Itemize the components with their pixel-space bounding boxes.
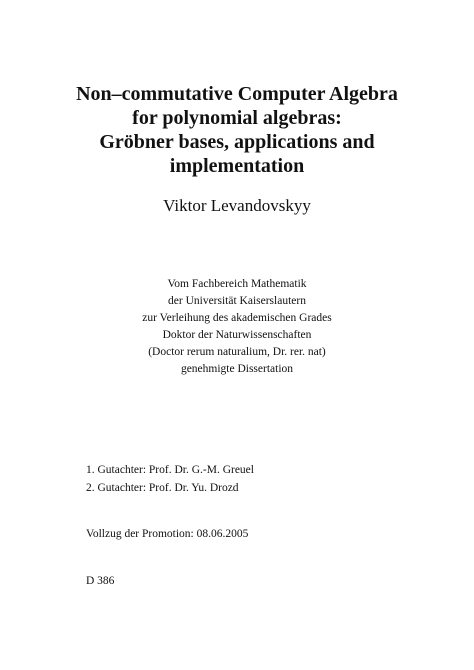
- dissertation-line: Doktor der Naturwissenschaften: [162, 329, 312, 341]
- title-line: implementation: [169, 155, 305, 177]
- referee-line: 2. Gutachter: Prof. Dr. Yu. Drozd: [86, 482, 239, 494]
- dissertation-line: (Doctor rerum naturalium, Dr. rer. nat): [148, 346, 326, 358]
- title-line: for polynomial algebras:: [132, 107, 342, 129]
- title-line: Non–commutative Computer Algebra: [76, 83, 398, 105]
- dissertation-line: Vom Fachbereich Mathematik: [167, 278, 307, 290]
- referees-block: [86, 461, 254, 497]
- title-line: Gröbner bases, applications and: [99, 131, 375, 153]
- promotion-date: Vollzug der Promotion: 08.06.2005: [86, 528, 249, 540]
- author-name: Viktor Levandovskyy: [163, 196, 311, 215]
- thesis-title: [0, 82, 474, 178]
- d-number: D 386: [86, 575, 115, 587]
- dissertation-line: zur Verleihung des akademischen Grades: [142, 312, 332, 324]
- referee-line: 1. Gutachter: Prof. Dr. G.-M. Greuel: [86, 464, 254, 476]
- dissertation-line: genehmigte Dissertation: [180, 363, 294, 375]
- dissertation-statement: [0, 276, 474, 378]
- dissertation-line: der Universität Kaiserslautern: [168, 295, 306, 307]
